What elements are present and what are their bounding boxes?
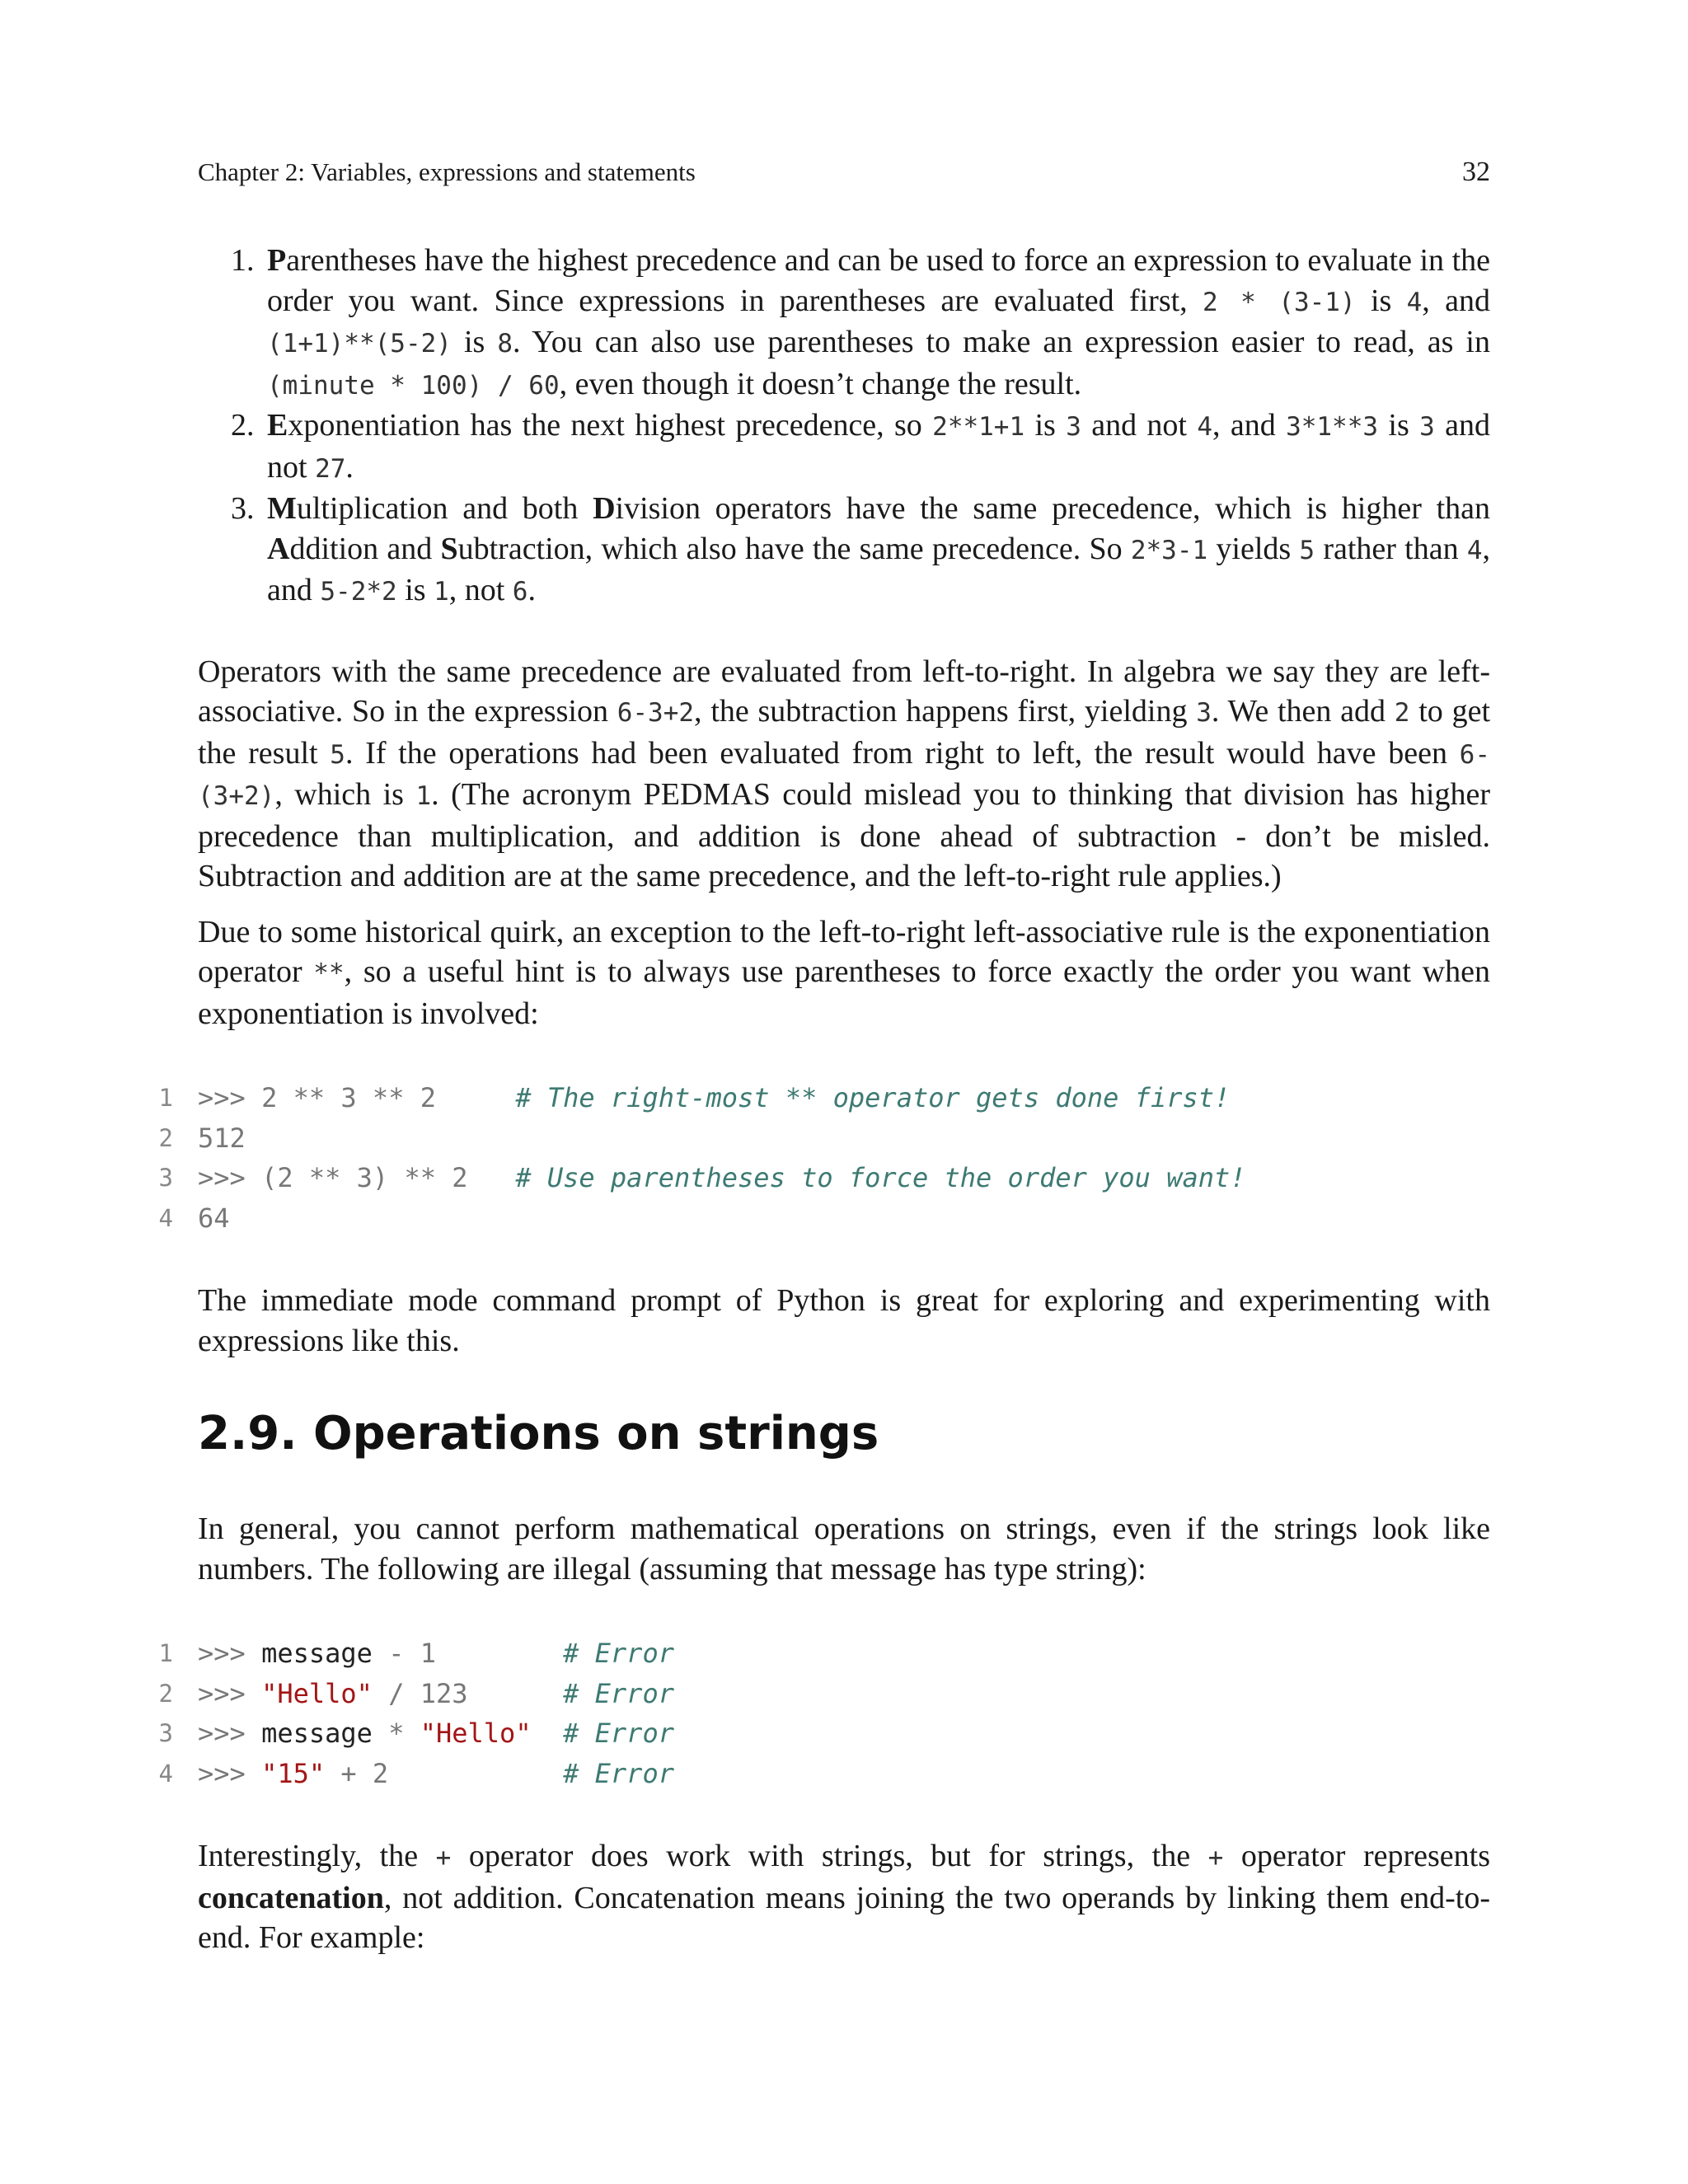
inline-code: 5 bbox=[1299, 535, 1315, 565]
text-run: and not bbox=[1081, 408, 1198, 443]
text-run: rather than bbox=[1315, 531, 1467, 566]
inline-code: 2 * (3-1) bbox=[1203, 287, 1356, 317]
paragraph-associativity bbox=[198, 652, 1490, 897]
code-token-cmt: # Use parentheses to force the order you want! bbox=[515, 1162, 1246, 1193]
text-run: , not bbox=[448, 573, 513, 607]
inline-code: 3 bbox=[1419, 412, 1435, 442]
code-block-exponent bbox=[158, 1078, 1490, 1238]
inline-code: ** bbox=[313, 958, 345, 988]
code-token-str: "Hello" bbox=[420, 1718, 532, 1749]
inline-code: + bbox=[435, 1843, 452, 1872]
inline-code: 6 bbox=[512, 577, 528, 607]
code-token-dim: 512 bbox=[198, 1122, 246, 1154]
inline-code: + bbox=[1207, 1843, 1224, 1872]
text-run: . (The acronym PEDMAS could mislead you to thinking that division has higher precedence than multiplication, and addition is done ahead of subtraction - don’t be misled. Subtraction and addition are at the same precedence, and the left-to-right rule applies.) bbox=[198, 777, 1490, 893]
text-run: ultiplication and both bbox=[296, 491, 593, 526]
text-run: In general, you cannot perform mathematical operations on strings, even if the strings look like numbers. The following are illegal (assuming that message has type string): bbox=[198, 1511, 1490, 1586]
code-token-cmt: # The right-most ** operator gets done first! bbox=[515, 1082, 1231, 1113]
paragraph-concatenation bbox=[198, 1836, 1490, 1958]
bold-text: E bbox=[267, 408, 288, 443]
text-run: . bbox=[528, 573, 536, 607]
code-line bbox=[158, 1078, 1490, 1118]
inline-code: 4 bbox=[1406, 287, 1423, 317]
code-line bbox=[158, 1674, 1490, 1714]
code-line bbox=[158, 1713, 1490, 1754]
inline-code: 4 bbox=[1197, 412, 1212, 442]
text-run: , and bbox=[267, 531, 1490, 607]
text-run: , and bbox=[1422, 283, 1490, 318]
text-run: is bbox=[1355, 283, 1407, 318]
inline-code: 2 bbox=[1394, 698, 1410, 728]
code-token-dim: - 1 bbox=[388, 1638, 564, 1669]
text-run: , which is bbox=[274, 777, 416, 812]
text-run: operator represents bbox=[1223, 1839, 1491, 1873]
text-run: ddition and bbox=[289, 531, 441, 566]
line-number: 4 bbox=[158, 1759, 173, 1788]
code-token-str: "Hello" bbox=[261, 1677, 373, 1709]
text-run: . bbox=[345, 449, 354, 485]
list-number: 2. bbox=[231, 408, 255, 443]
code-token-prompt: >>> bbox=[198, 1718, 262, 1749]
code-token-prompt: >>> bbox=[198, 1757, 262, 1789]
code-line bbox=[158, 1118, 1490, 1159]
code-token-plain: message bbox=[261, 1638, 389, 1669]
code-token-dim: (2 ** 3) ** 2 bbox=[261, 1162, 516, 1193]
text-run: , so a useful hint is to always use parentheses to force exactly the order you want when exponentiation is involved: bbox=[198, 954, 1490, 1031]
list-number: 1. bbox=[231, 243, 255, 278]
text-run: Due to some historical quirk, an exception to the left-to-right left-associative rule is the exponentiation operator bbox=[198, 914, 1490, 989]
section-heading: 2.9. Operations on strings bbox=[198, 1407, 879, 1460]
text-run: Operators with the same precedence are evaluated from left-to-right. In algebra we say they are left-associative. So in the expression bbox=[198, 654, 1490, 729]
paragraph-exponent-quirk bbox=[198, 912, 1490, 1034]
code-token-cmt: # Error bbox=[563, 1718, 674, 1749]
bold-text: M bbox=[267, 491, 297, 526]
line-number: 2 bbox=[158, 1679, 173, 1708]
code-token-dim bbox=[532, 1718, 564, 1749]
inline-code: 5-2*2 bbox=[320, 577, 397, 607]
line-number: 3 bbox=[158, 1164, 173, 1192]
code-token-prompt: >>> bbox=[198, 1677, 262, 1709]
list-number: 3. bbox=[231, 491, 255, 526]
code-token-prompt: >>> bbox=[198, 1162, 262, 1193]
code-token-cmt: # Error bbox=[563, 1638, 674, 1669]
inline-code: 6-3+2 bbox=[617, 698, 695, 728]
text-run: , and bbox=[1212, 408, 1287, 443]
page-content bbox=[158, 241, 1491, 1958]
text-run: . We then add bbox=[1211, 694, 1395, 729]
text-run: yields bbox=[1207, 531, 1300, 566]
text-run: ivision operators have the same precedence, which is higher than bbox=[615, 491, 1491, 526]
inline-code: 8 bbox=[497, 329, 513, 359]
chapter-title: Chapter 2: Variables, expressions and statements bbox=[198, 157, 696, 186]
inline-code: 2**1+1 bbox=[932, 412, 1025, 442]
code-token-dim: 64 bbox=[198, 1202, 230, 1234]
code-token-dim: / 123 bbox=[372, 1677, 564, 1709]
text-run: is bbox=[1378, 408, 1420, 443]
code-token-prompt: >>> bbox=[198, 1638, 262, 1669]
code-token-cmt: # Error bbox=[563, 1757, 674, 1789]
text-run: to get the result bbox=[198, 694, 1490, 771]
code-token-dim: 2 ** 3 ** 2 bbox=[261, 1082, 516, 1113]
code-line bbox=[158, 1158, 1490, 1198]
code-token-str: "15" bbox=[261, 1757, 326, 1789]
inline-code: 4 bbox=[1466, 535, 1483, 565]
text-run: ubtraction, which also have the same precedence. So bbox=[457, 531, 1131, 566]
list-item bbox=[198, 405, 1490, 489]
text-run: xponentiation has the next highest precedence, so bbox=[288, 408, 933, 443]
bold-text: A bbox=[267, 531, 290, 566]
text-run: and not bbox=[267, 408, 1490, 485]
inline-code: 1 bbox=[434, 577, 449, 607]
page-number: 32 bbox=[1462, 157, 1490, 187]
code-token-cmt: # Error bbox=[563, 1677, 674, 1709]
bold-text: P bbox=[267, 243, 287, 278]
text-run: , the subtraction happens first, yielding bbox=[694, 694, 1197, 729]
inline-code: 27 bbox=[315, 453, 346, 484]
text-run: is bbox=[451, 325, 498, 359]
bold-text: D bbox=[593, 491, 616, 526]
text-run: arentheses have the highest precedence and can be used to force an expression to evaluate in the order you want. Since expressions in parentheses are evaluated first, bbox=[267, 243, 1490, 318]
inline-code: 6-(3+2) bbox=[198, 739, 1490, 811]
text-run: , not addition. Concatenation means joining the two operands by linking them end-to-end. For example: bbox=[198, 1880, 1490, 1955]
precedence-list bbox=[198, 241, 1490, 612]
list-item bbox=[198, 241, 1490, 405]
line-number: 1 bbox=[158, 1639, 173, 1667]
line-number: 4 bbox=[158, 1203, 173, 1232]
paragraph-immediate-mode bbox=[198, 1281, 1490, 1361]
inline-code: (1+1)**(5-2) bbox=[267, 329, 452, 359]
inline-code: 3 bbox=[1196, 698, 1212, 728]
bold-text: concatenation bbox=[198, 1880, 384, 1915]
code-line bbox=[158, 1198, 1490, 1239]
running-head bbox=[198, 157, 1490, 188]
inline-code: 5 bbox=[330, 739, 345, 770]
inline-code: 3*1**3 bbox=[1286, 412, 1379, 442]
code-line bbox=[158, 1633, 1490, 1674]
inline-code: 1 bbox=[415, 781, 432, 811]
text-run: is bbox=[396, 573, 434, 607]
bold-text: S bbox=[440, 531, 458, 566]
text-run: The immediate mode command prompt of Python is great for exploring and experimenting with expressions like this. bbox=[198, 1283, 1490, 1358]
inline-code: 3 bbox=[1066, 412, 1081, 442]
text-run: is bbox=[1025, 408, 1067, 443]
line-number: 1 bbox=[158, 1084, 173, 1112]
inline-code: (minute * 100) / 60 bbox=[267, 370, 560, 401]
text-run: . You can also use parentheses to make an expression easier to read, as in bbox=[512, 325, 1490, 359]
inline-code: 2*3-1 bbox=[1130, 535, 1208, 565]
code-token-dim: + 2 bbox=[325, 1757, 564, 1789]
code-token-dim: * bbox=[388, 1718, 420, 1749]
text-run: Interestingly, the bbox=[198, 1839, 436, 1873]
line-number: 2 bbox=[158, 1123, 173, 1152]
text-run: operator does work with strings, but for strings, the bbox=[451, 1839, 1208, 1873]
list-item bbox=[198, 489, 1490, 612]
code-line bbox=[158, 1754, 1490, 1794]
code-token-plain: message bbox=[261, 1718, 389, 1749]
line-number: 3 bbox=[158, 1719, 173, 1747]
code-token-prompt: >>> bbox=[198, 1082, 262, 1113]
code-block-string-errors bbox=[158, 1633, 1490, 1793]
paragraph-string-operations bbox=[198, 1509, 1490, 1589]
text-run: . If the operations had been evaluated from right to left, the result would have been bbox=[345, 735, 1460, 771]
text-run: , even though it doesn’t change the result. bbox=[559, 366, 1082, 401]
